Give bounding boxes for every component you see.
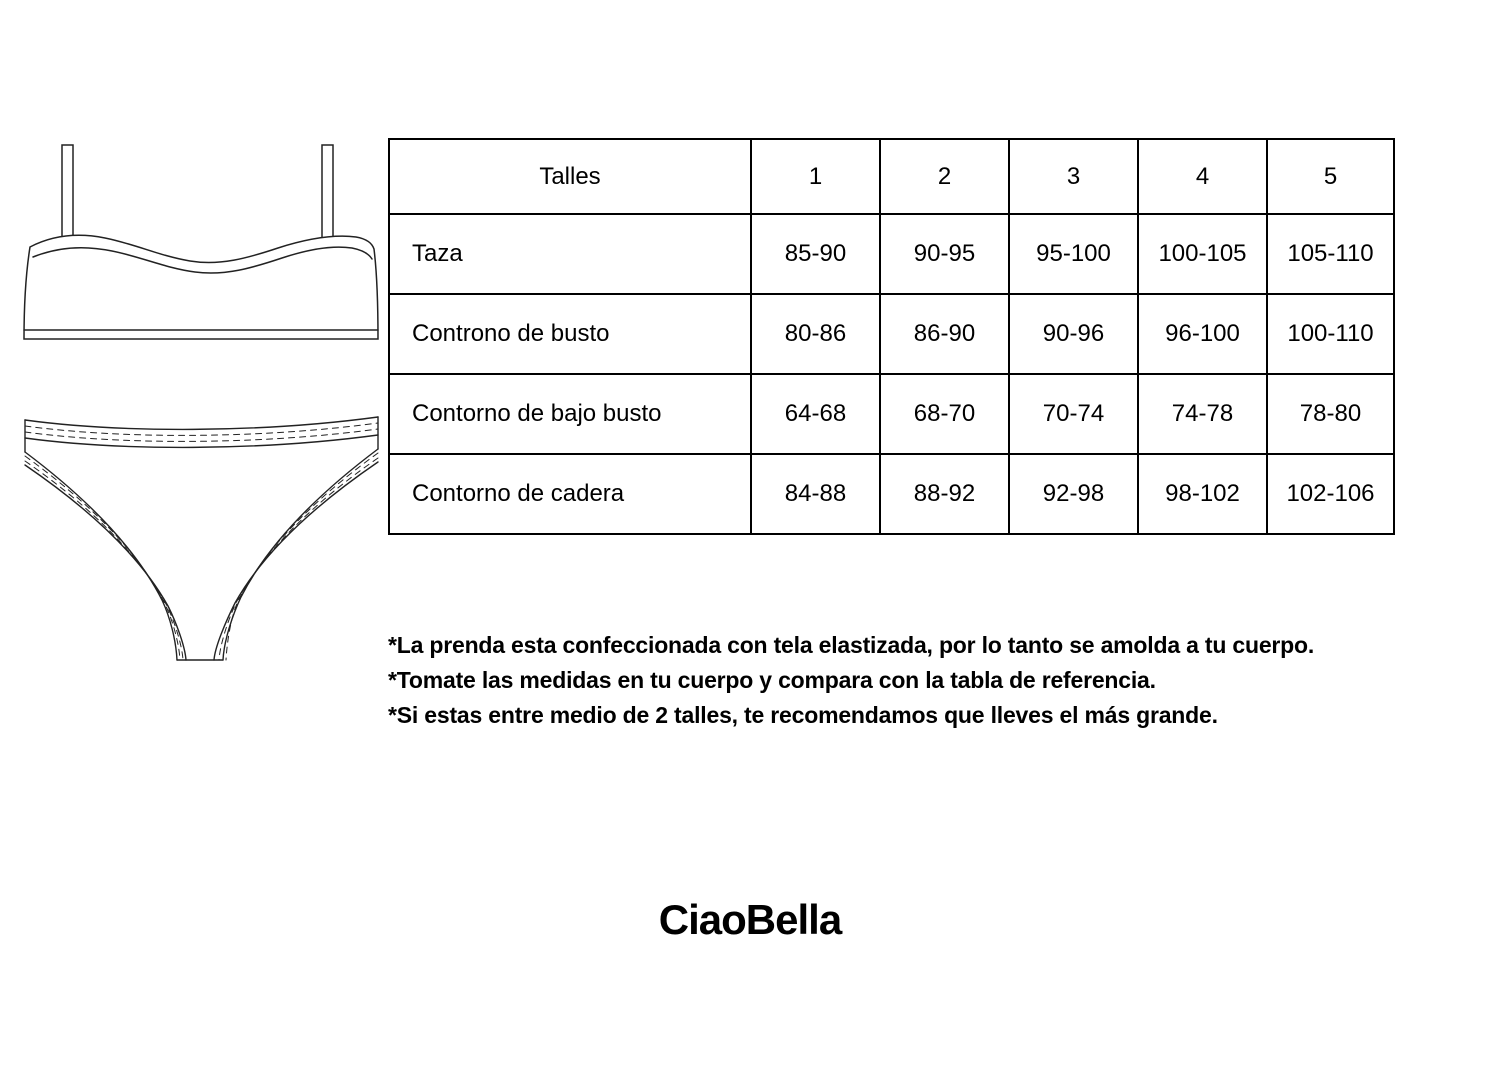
size-value-cell: 88-92 [880,454,1009,534]
note-line: *La prenda esta confeccionada con tela elastizada, por lo tanto se amolda a tu cuerpo. [388,632,1315,658]
panty-illustration [25,417,378,660]
size-value-cell: 86-90 [880,294,1009,374]
size-value-cell: 74-78 [1138,374,1267,454]
size-value-cell: 64-68 [751,374,880,454]
brand-logo: CiaoBella [658,896,842,943]
table-row [389,214,1394,294]
size-value-cell: 100-105 [1138,214,1267,294]
note-line: *Tomate las medidas en tu cuerpo y compara con la tabla de referencia. [388,667,1156,693]
size-value-cell: 90-95 [880,214,1009,294]
table-row [389,294,1394,374]
measurement-label-cell: Controno de busto [389,294,751,374]
size-value-cell: 85-90 [751,214,880,294]
bra-illustration [24,145,378,339]
size-table [388,138,1395,535]
size-value-cell: 68-70 [880,374,1009,454]
size-value-cell: 84-88 [751,454,880,534]
size-table-header-cell: 1 [751,139,880,214]
measurement-label-cell: Contorno de cadera [389,454,751,534]
size-table-header-cell: 4 [1138,139,1267,214]
table-row [389,374,1394,454]
size-value-cell: 102-106 [1267,454,1394,534]
size-value-cell: 78-80 [1267,374,1394,454]
note-line: *Si estas entre medio de 2 talles, te recomendamos que lleves el más grande. [388,702,1218,728]
size-table-header-row [389,139,1394,214]
size-value-cell: 70-74 [1009,374,1138,454]
size-value-cell: 95-100 [1009,214,1138,294]
footnotes [388,628,1448,733]
size-table-header-cell: Talles [389,139,751,214]
measurement-label-cell: Taza [389,214,751,294]
size-value-cell: 105-110 [1267,214,1394,294]
size-table-header-cell: 2 [880,139,1009,214]
size-value-cell: 90-96 [1009,294,1138,374]
size-table-header-cell: 3 [1009,139,1138,214]
table-row [389,454,1394,534]
size-table-header-cell: 5 [1267,139,1394,214]
garment-illustrations [0,0,400,700]
size-value-cell: 100-110 [1267,294,1394,374]
measurement-label-cell: Contorno de bajo busto [389,374,751,454]
size-value-cell: 92-98 [1009,454,1138,534]
size-value-cell: 96-100 [1138,294,1267,374]
size-value-cell: 80-86 [751,294,880,374]
size-value-cell: 98-102 [1138,454,1267,534]
